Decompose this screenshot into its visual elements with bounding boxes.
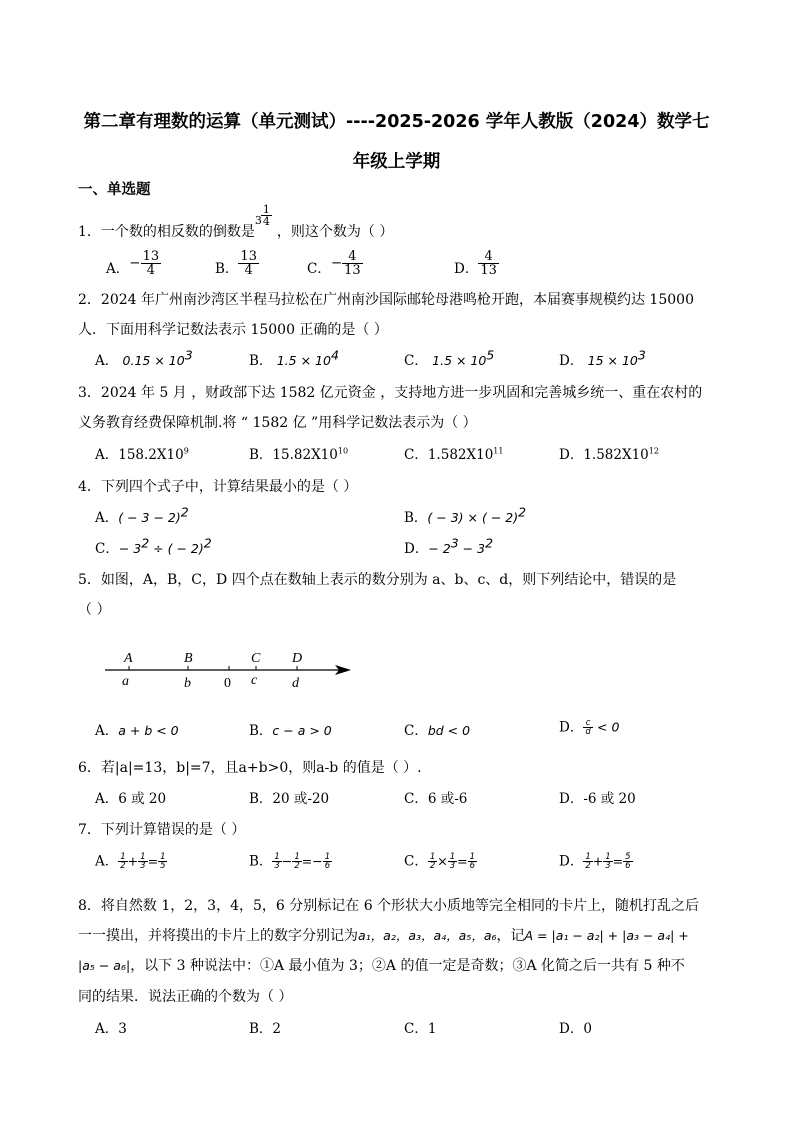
q7-a-frac3-num: 1 [160, 851, 166, 862]
q1-stem-text: 1．一个数的相反数的倒数是 [78, 224, 255, 240]
q4-d-exp2: 2 [485, 535, 494, 551]
q1-b-num: 13 [240, 248, 257, 264]
q1-c-num: 4 [342, 250, 363, 264]
q2-d-base: 15 × 10 [587, 353, 638, 368]
q7-b-frac1-num: 1 [274, 851, 280, 862]
q2-option-c[interactable] [404, 347, 495, 370]
q5-d-tail: < 0 [597, 719, 620, 735]
q7-d-frac2 [603, 853, 612, 871]
q7-b-label: B． [249, 853, 273, 870]
q7-c-frac3-den: 6 [469, 861, 476, 871]
q1-d-num: 4 [478, 250, 499, 264]
q7-a-frac1-den: 2 [120, 861, 126, 871]
q7-a-frac2 [138, 853, 147, 871]
q4-stem: 4．下列四个式子中，计算结果最小的是（ ） [78, 479, 358, 495]
point-label-zero: 0 [224, 676, 231, 691]
q7-b-frac2-num: 1 [294, 851, 300, 862]
point-label-b-lower: b [184, 676, 191, 691]
q4-c-part2: ÷ ( − 2) [149, 541, 204, 556]
q7-b-sign: − [312, 853, 323, 869]
q6-stem: 6．若|a|=13，b|=7，且a+b>0，则a-b 的值是（ ）. [78, 760, 422, 776]
q6-option-b[interactable] [249, 790, 329, 808]
q7-b-op: − [281, 853, 293, 869]
q3-b-base: 15.82X10 [272, 447, 338, 463]
q8-line2-text: 一一摸出，并将摸出的卡片上的数字分别记为 [78, 928, 358, 944]
q7-d-op: + [592, 853, 604, 869]
q2-b-exp: 4 [330, 347, 339, 363]
q7-a-op: + [127, 853, 139, 869]
q7-c-frac1-den: 2 [429, 861, 436, 871]
q1-d-label: D． [454, 261, 479, 277]
q5-a-label: A． [95, 723, 119, 739]
q7-c-frac1-num: 1 [429, 851, 436, 862]
q8-line2 [78, 927, 689, 945]
number-line-figure [95, 640, 365, 695]
q3-b-exp: 10 [337, 446, 349, 456]
q2-b-label: B． [249, 353, 273, 369]
q4-option-b[interactable] [404, 504, 527, 527]
q7-d-frac3 [623, 853, 632, 871]
q3-b-label: B． [249, 447, 273, 463]
q8-d-text: 0 [583, 1021, 592, 1037]
q8-option-a[interactable] [95, 1020, 127, 1038]
q8-a-label: A． [95, 1021, 119, 1037]
q5-c-expr: bd < 0 [427, 723, 471, 738]
point-label-c-lower: c [251, 673, 258, 688]
q5-c-label: C． [404, 723, 428, 739]
q4-c-exp1: 2 [141, 535, 150, 551]
q2-option-d[interactable] [559, 347, 646, 370]
q8-c-text: 1 [427, 1021, 437, 1037]
point-label-d-upper: D [292, 651, 303, 666]
q7-c-frac2 [448, 853, 457, 871]
q7-b-frac2-den: 2 [294, 861, 300, 871]
q7-a-frac1-num: 1 [120, 851, 126, 862]
q7-d-frac1-num: 1 [585, 851, 591, 862]
q3-c-base: 1.582X10 [427, 447, 494, 463]
q7-c-op: × [437, 853, 448, 869]
page-title-line2: 年级上学期 [352, 152, 441, 172]
q8-line4: 同的结果．说法正确的个数为（ ） [78, 989, 293, 1005]
q8-b-text: 2 [272, 1021, 282, 1037]
q2-a-base: 0.15 × 10 [122, 353, 185, 368]
q7-option-d[interactable]: D． $\frac{1}{2}$ + $\frac{1}{3}$ = $\frac{5}{6}$ [559, 851, 631, 871]
q6-a-text: 6 或 20 [118, 791, 167, 807]
q2-d-exp: 3 [637, 347, 646, 363]
q7-c-frac2-num: 1 [449, 851, 456, 862]
q4-b-label: B． [404, 510, 428, 526]
q7-b-frac2 [292, 853, 301, 871]
q3-line1: 3．2024 年 5 月 ，财政部下达 1582 亿元资金 ，支持地方进一步巩固和完善城乡统一、重在农村的 [78, 385, 703, 401]
q7-a-frac2-den: 3 [140, 861, 146, 871]
q5-d-den: d [585, 727, 591, 737]
q7-d-frac3-num: 5 [625, 851, 631, 862]
q7-c-frac2-den: 3 [449, 861, 456, 871]
q1-mixed-num: 1 [262, 203, 270, 216]
q3-option-c[interactable] [404, 446, 503, 464]
q8-line3-formula: |a₅ − a₆| [78, 958, 131, 973]
section-heading: 一、单选题 [78, 182, 151, 198]
q4-option-c[interactable] [95, 535, 212, 558]
q8-line1: 8．将自然数 1，2，3，4，5，6 分别标记在 6 个形状大小质地等完全相同的卡片上，随机打乱之后 [78, 898, 700, 914]
q4-b-base: ( − 3) × ( − 2) [427, 510, 519, 525]
q5-line1: 5．如图，A，B，C，D 四个点在数轴上表示的数分别为 a、b、c、d，则下列结论中，错误的是 [78, 572, 677, 588]
q8-line2-vars: a₁，a₂，a₃，a₄，a₅，a₆ [358, 928, 497, 943]
q1-option-d[interactable] [454, 248, 499, 278]
q7-c-frac1 [428, 853, 437, 871]
q7-option-b[interactable]: B． $\frac{1}{3}$ − $\frac{1}{2}$ =− $\frac{1}{6}$ [249, 851, 331, 871]
q2-line1: 2．2024 年广州南沙湾区半程马拉松在广州南沙国际邮轮母港鸣枪开跑，本届赛事规模约达 15000 [78, 292, 694, 308]
q7-d-label: D． [559, 853, 584, 870]
q7-c-label: C． [404, 853, 428, 870]
q2-line2: 人．下面用科学记数法表示 15000 正确的是（ ） [78, 322, 388, 338]
q3-d-exp: 12 [648, 446, 659, 456]
q4-a-base: ( − 3 − 2) [118, 510, 181, 525]
q8-c-label: C． [404, 1021, 428, 1037]
point-label-c-upper: C [251, 651, 261, 666]
q4-d-label: D． [404, 541, 429, 557]
q6-option-d[interactable] [559, 790, 636, 808]
q2-option-a[interactable] [95, 347, 193, 370]
q1-option-c[interactable] [307, 248, 363, 278]
q4-d-part1: − 2 [428, 541, 451, 556]
q2-b-base: 1.5 × 10 [276, 353, 331, 368]
q8-option-c[interactable] [404, 1020, 436, 1038]
q8-d-label: D． [559, 1021, 584, 1037]
q3-a-exp: 9 [183, 446, 189, 456]
q1-a-frac [141, 250, 162, 277]
q8-option-b[interactable] [249, 1020, 281, 1038]
q2-c-exp: 5 [486, 347, 495, 363]
point-label-a-lower: a [122, 674, 129, 689]
point-label-d-lower: d [292, 676, 299, 691]
q3-a-label: A． [95, 447, 119, 463]
q3-a-base: 158.2X10 [118, 447, 184, 463]
q1-a-sign: − [129, 255, 141, 271]
q6-d-text: -6 或 20 [583, 791, 636, 807]
q2-d-label: D． [559, 353, 584, 369]
q1-b-label: B． [215, 261, 239, 277]
q5-d-frac [583, 719, 592, 737]
q4-d-part2: − 3 [458, 541, 486, 556]
q2-c-label: C． [404, 353, 428, 369]
q6-c-label: C． [404, 791, 428, 807]
q1-mixed-number [254, 203, 277, 236]
q8-line3-text: ，以下 3 种说法中：①A 最小值为 3；②A 的值一定是奇数；③A 化简之后一共有 5 种不 [130, 958, 685, 974]
q1-stem-tail: ，则这个数为（ ） [276, 224, 394, 240]
q4-c-part1: − 3 [118, 541, 142, 556]
q2-c-base: 1.5 × 10 [432, 353, 487, 368]
q1-option-b[interactable] [215, 248, 259, 278]
q2-a-label: A． [95, 353, 119, 369]
q3-c-label: C． [404, 447, 428, 463]
q7-option-a[interactable]: A． $\frac{1}{2}$ + $\frac{1}{3}$ = $\frac{1}{5}$ [95, 851, 166, 871]
q5-option-d[interactable] [559, 718, 619, 737]
q7-d-frac2-den: 3 [605, 861, 611, 871]
q6-b-label: B． [249, 791, 273, 807]
point-label-b-upper: B [184, 651, 193, 666]
q7-c-frac3 [468, 853, 477, 871]
q7-c-frac3-num: 1 [469, 851, 476, 862]
q1-mixed-whole: 3 [254, 214, 262, 227]
q1-b-frac [238, 250, 259, 277]
q8-a-text: 3 [118, 1021, 127, 1037]
q6-a-label: A． [95, 791, 119, 807]
q4-c-label: C． [95, 541, 119, 557]
q1-d-frac [478, 250, 499, 277]
q4-d-exp1: 3 [450, 535, 459, 551]
q7-b-frac1-den: 3 [274, 861, 280, 871]
q6-b-text: 20 或-20 [272, 791, 330, 807]
q3-line2: 义务教育经费保障机制.将 “ 1582 亿 ”用科学记数法表示为（ ） [78, 415, 477, 431]
q7-d-frac1 [583, 853, 592, 871]
q2-option-b[interactable] [249, 347, 339, 370]
point-label-a-upper: A [124, 651, 133, 666]
q6-d-label: D． [559, 791, 584, 807]
q2-a-exp: 3 [184, 347, 193, 363]
q7-a-frac3-den: 5 [160, 861, 166, 871]
q8-line2-formula: A = |a₁ − a₂| + |a₃ − a₄| + [524, 928, 689, 943]
q3-option-b[interactable] [249, 446, 348, 464]
q6-c-text: 6 或-6 [427, 791, 468, 807]
q1-c-sign: − [330, 255, 343, 271]
q7-a-frac3 [158, 853, 167, 871]
q1-stem [78, 203, 394, 241]
q4-b-exp: 2 [518, 504, 527, 520]
q3-d-base: 1.582X10 [583, 447, 649, 463]
q4-c-exp2: 2 [203, 535, 212, 551]
q7-b-frac3-den: 6 [324, 861, 331, 871]
q1-mixed-den: 4 [262, 215, 270, 228]
q6-option-a[interactable] [95, 790, 166, 808]
q3-option-a[interactable] [95, 446, 189, 464]
q8-b-label: B． [249, 1021, 273, 1037]
q5-option-c[interactable] [404, 722, 470, 740]
q3-d-label: D． [559, 447, 584, 463]
q7-b-frac3 [323, 853, 332, 871]
q7-a-label: A． [95, 853, 119, 870]
q5-b-expr: c − a > 0 [272, 723, 332, 738]
q3-option-d[interactable] [559, 446, 659, 464]
q7-a-frac1 [118, 853, 127, 871]
q1-a-label: A． [106, 261, 130, 277]
q1-option-a[interactable] [106, 248, 161, 278]
q8-line3 [78, 957, 685, 975]
q3-c-exp: 11 [493, 446, 504, 456]
q1-c-frac [342, 250, 363, 277]
q7-d-frac1-den: 2 [585, 861, 591, 871]
q1-c-label: C． [307, 261, 331, 277]
q1-b-den: 4 [244, 262, 253, 278]
q8-option-d[interactable] [559, 1020, 592, 1038]
q1-mixed-frac [261, 204, 272, 227]
q5-d-label: D． [559, 719, 584, 736]
q7-a-frac2-num: 1 [140, 851, 146, 862]
q5-d-num: c [583, 719, 592, 729]
q7-d-frac2-num: 1 [605, 851, 611, 862]
q7-d-frac3-den: 6 [625, 861, 631, 871]
q1-d-den: 13 [480, 262, 497, 278]
q4-option-d[interactable] [404, 535, 494, 558]
q6-option-c[interactable] [404, 790, 467, 808]
q5-b-label: B． [249, 723, 273, 739]
page-title-line1: 第二章有理数的运算（单元测试）----2025-2026 学年人教版（2024）数学七 [83, 112, 710, 132]
q4-option-a[interactable] [95, 504, 189, 527]
q4-a-label: A． [95, 510, 119, 526]
q4-a-exp: 2 [180, 504, 189, 520]
q5-a-expr: a + b < 0 [118, 723, 179, 738]
q5-option-b[interactable] [249, 722, 332, 740]
q5-line2: （ ） [78, 602, 111, 618]
q1-a-den: 4 [146, 262, 155, 278]
q5-option-a[interactable] [95, 722, 179, 740]
q7-b-frac3-num: 1 [324, 851, 331, 862]
q7-option-c[interactable]: C． $\frac{1}{2}$ × $\frac{1}{3}$ = $\frac{1}{6}$ [404, 851, 476, 871]
q7-stem: 7．下列计算错误的是（ ） [78, 822, 246, 838]
q1-a-num: 13 [142, 248, 160, 264]
q1-c-den: 13 [344, 262, 361, 278]
q7-b-frac1 [272, 853, 281, 871]
q8-line2-mid: ，记 [496, 928, 525, 944]
